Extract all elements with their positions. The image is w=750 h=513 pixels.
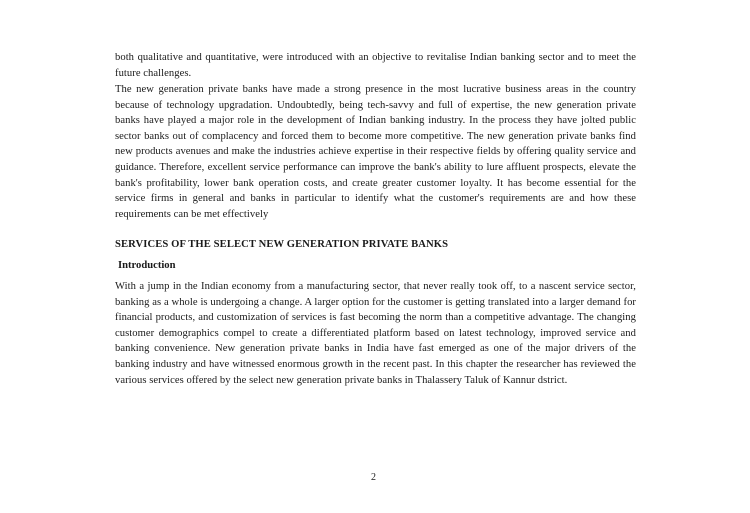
paragraph-introduction: With a jump in the Indian economy from a manufacturing sector, that never really took off, to a nascent service sector, banking as a whole is undergoing a change. A larger option for the customer is getting translated into a larger demand for financial products, and customization of services is fast becoming the norm than a competitive advantage. The changing customer demographics compel to create a differentiated platform based on latest technology, improved service and banking convenience. New generation private banks in India have fast emerged as one of the major drivers of the banking industry and have witnessed enormous growth in the recent past. In this chapter the researcher has reviewed the various services offered by the select new generation private banks in Thalassery Taluk of Kannur dstrict. (115, 281, 636, 386)
paragraph-continuation: both qualitative and quantitative, were introduced with an objective to revitalise Indian banking sector and to meet the future challenges. (115, 52, 636, 79)
page-number: 2 (371, 472, 376, 483)
subheading-introduction: Introduction (118, 260, 176, 271)
paragraph-new-generation-banks: The new generation private banks have made a strong presence in the most lucrative business areas in the country because of technology upgradation. Undoubtedly, being tech-savvy and full of expertise, the new generation private banks have played a major role in the development of Indian banking industry. In the process they have jolted public sector banks out of complacency and forced them to become more competitive. The new generation private banks find new products avenues and make the industries achieve expertise in their respective fields by offering quality service and guidance. Therefore, excellent service performance can improve the bank's ability to lure affluent prospects, elevate the bank's profitability, lower bank operation costs, and create greater customer loyalty. It has become essential for the service firms in general and banks in particular to identify what the customer's requirements are and how these requirements can be met effectively (115, 84, 636, 220)
section-heading: SERVICES OF THE SELECT NEW GENERATION PRIVATE BANKS (115, 239, 449, 250)
